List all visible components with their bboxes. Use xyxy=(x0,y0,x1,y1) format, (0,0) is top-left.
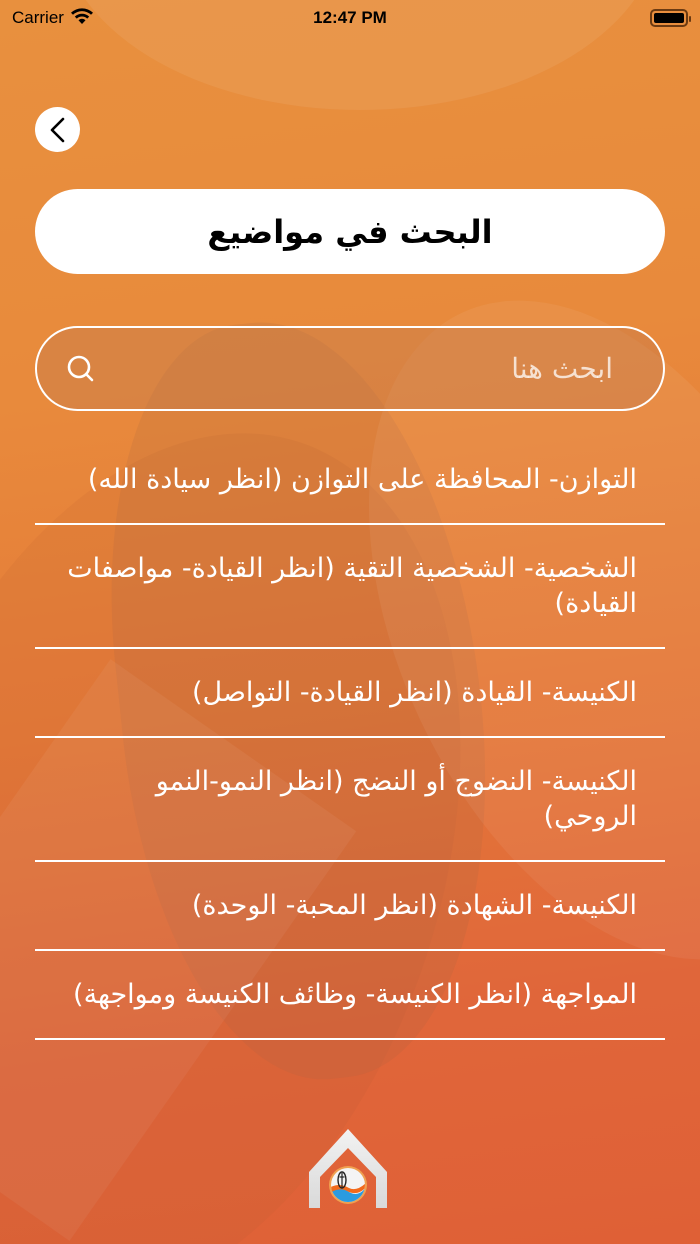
list-item[interactable]: التوازن- المحافظة على التوازن (انظر سيادة الله) xyxy=(35,436,665,525)
search-box[interactable] xyxy=(35,326,665,411)
status-left xyxy=(12,7,94,30)
church-house-logo[interactable] xyxy=(309,1128,389,1208)
search-icon[interactable] xyxy=(65,353,97,385)
battery-icon xyxy=(650,9,688,27)
page-title: البحث في مواضيع xyxy=(207,212,493,251)
list-item[interactable]: الكنيسة- النضوج أو النضج (انظر النمو-النمو الروحي) xyxy=(35,738,665,862)
search-input[interactable] xyxy=(97,352,613,385)
chevron-left-icon xyxy=(48,117,68,143)
status-bar xyxy=(0,0,700,36)
list-item[interactable]: الشخصية- الشخصية التقية (انظر القيادة- مواصفات القيادة) xyxy=(35,525,665,649)
list-item[interactable]: الكنيسة- الشهادة (انظر المحبة- الوحدة) xyxy=(35,862,665,951)
list-item[interactable]: المواجهة (انظر الكنيسة- وظائف الكنيسة ومواجهة) xyxy=(35,951,665,1040)
list-item[interactable]: الكنيسة- القيادة (انظر القيادة- التواصل) xyxy=(35,649,665,738)
battery-level xyxy=(654,13,684,23)
carrier-label: Carrier xyxy=(12,8,64,27)
page-title-pill xyxy=(35,189,665,274)
status-time: 12:47 PM xyxy=(313,8,387,27)
back-button[interactable] xyxy=(35,107,80,152)
wifi-icon xyxy=(70,7,94,30)
topics-list[interactable] xyxy=(35,436,665,1058)
